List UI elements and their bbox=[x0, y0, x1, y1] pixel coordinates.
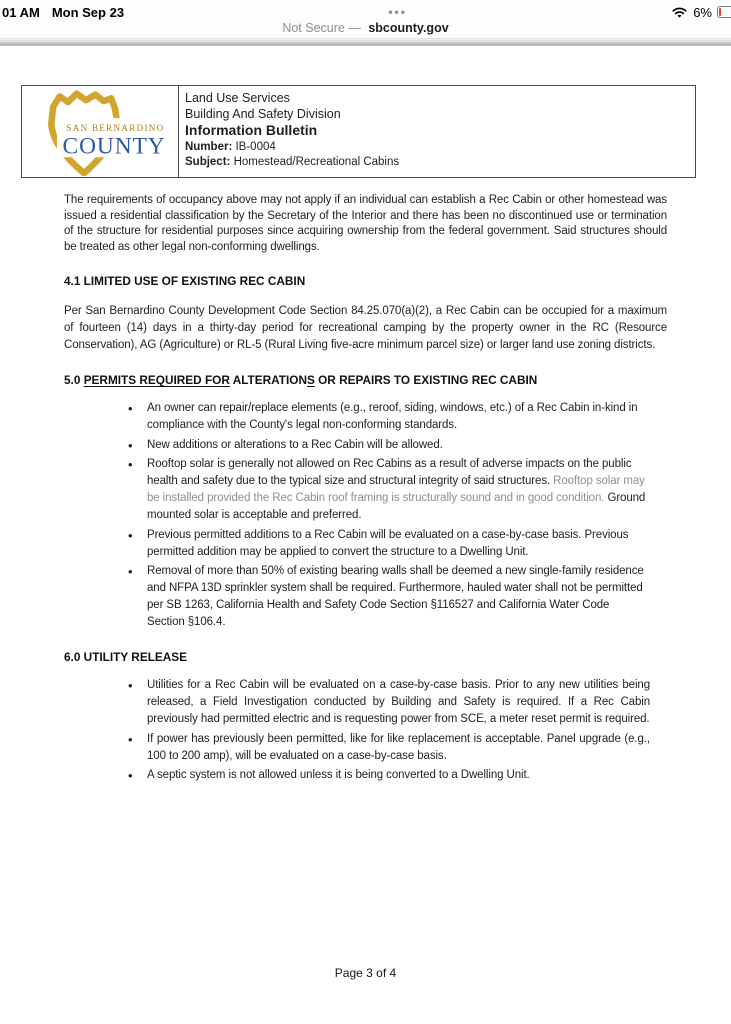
status-left bbox=[2, 5, 124, 20]
status-date: Mon Sep 23 bbox=[51, 4, 125, 20]
number-label: Number: bbox=[185, 140, 233, 153]
address-bar[interactable] bbox=[0, 21, 731, 38]
header-division: Building And Safety Division bbox=[185, 106, 341, 121]
url-domain: sbcounty.gov bbox=[368, 21, 449, 35]
rooftop-solar-gray-text: Rooftop solar may be installed provided the Rec Cabin roof framing is structurally sound and in good condition. bbox=[147, 475, 645, 504]
tab-dots-button[interactable]: ••• bbox=[388, 5, 407, 19]
list-item: • A septic system is not allowed unless it is being converted to a Dwelling Unit. bbox=[126, 767, 650, 784]
heading-5-0-underlined: PERMITS REQUIRED FOR bbox=[83, 373, 230, 387]
list-item bbox=[126, 456, 650, 524]
list-item: • If power has previously been permitted, like for like replacement is acceptable. Panel upgrade (e.g., 100 to 200 amp), will be evaluated on a case-by-case basis. bbox=[126, 731, 650, 765]
subject-label: Subject: bbox=[185, 156, 231, 168]
not-secure-label: Not Secure — bbox=[282, 21, 361, 35]
page-number: Page 3 of 4 bbox=[334, 966, 397, 980]
battery-percent: 6% bbox=[693, 4, 712, 20]
battery-icon bbox=[717, 6, 731, 18]
document-body bbox=[64, 193, 667, 784]
section-5-0-list bbox=[64, 400, 667, 631]
list-item: • New additions or alterations to a Rec Cabin will be allowed. bbox=[126, 437, 650, 454]
section-heading-4-1: 4.1 LIMITED USE OF EXISTING REC CABIN bbox=[64, 274, 306, 288]
status-bar bbox=[0, 0, 731, 21]
section-heading-6-0: 6.0 UTILITY RELEASE bbox=[64, 650, 188, 664]
rooftop-solar-text: Rooftop solar is generally not allowed on Rec Cabins as a result of adverse impacts on the public health and safety due to the typical size and structural integrity of said structures. bbox=[147, 458, 632, 487]
list-item: • Previous permitted additions to a Rec Cabin will be evaluated on a case-by-case basis. Previous permitted addition may be applied to convert the structure to a Dwelling Unit. bbox=[126, 527, 650, 561]
toolbar-divider bbox=[0, 38, 731, 46]
section-6-0-list bbox=[64, 677, 667, 784]
ground-solar-text: Ground mounted solar is acceptable and preferred. bbox=[147, 492, 646, 521]
county-arrowhead-icon bbox=[25, 88, 175, 176]
bulletin-header-box bbox=[21, 85, 696, 178]
logo-text-line2: COUNTY bbox=[62, 133, 166, 160]
header-subject-row bbox=[185, 155, 399, 171]
subject-value: Homestead/Recreational Cabins bbox=[233, 156, 400, 168]
heading-5-0-num: 5.0 bbox=[64, 373, 84, 387]
header-dept: Land Use Services bbox=[185, 91, 290, 105]
list-item: • Removal of more than 50% of existing bearing walls shall be deemed a new single-family residence and NFPA 13D sprinkler system shall be required. Furthermore, hauled water shall not be permitted per SB 1263, California Health and Safety Code Section §116527 and California Water Code Section §106.4. bbox=[126, 563, 650, 631]
status-right bbox=[671, 5, 731, 20]
heading-5-0-rest: OR REPAIRS TO EXISTING REC CABIN bbox=[314, 373, 538, 387]
list-item: • Utilities for a Rec Cabin will be evaluated on a case-by-case basis. Prior to any new utilities being released, a Field Investigation conducted by Building and Safety is required. If a Rec Cabin previously had permitted electric and is requesting power from SCE, a meter reset permit is required. bbox=[126, 677, 650, 728]
heading-5-0-mid: ALTERATION bbox=[229, 373, 307, 387]
header-number-row bbox=[185, 140, 399, 156]
section-heading-5-0 bbox=[64, 373, 667, 387]
section-4-1-paragraph: Per San Bernardino County Development Code Section 84.25.070(a)(2), a Rec Cabin can be occupied for a maximum of fourteen (14) days in a thirty-day period for recreational camping by the property owner in the RC (Resource Conservation), AG (Agriculture) or RL-5 (Rural Living five-acre minimum parcel size) or larger land use zoning districts. bbox=[64, 305, 667, 351]
number-value: IB-0004 bbox=[235, 140, 276, 153]
heading-5-0-underlined-s: S bbox=[306, 373, 315, 387]
header-bulletin-title: Information Bulletin bbox=[185, 122, 318, 138]
status-time: 01 AM bbox=[2, 4, 40, 20]
logo-text-line1: SAN BERNARDINO bbox=[66, 123, 165, 134]
bulletin-header-info bbox=[179, 86, 399, 177]
pdf-page bbox=[0, 46, 731, 980]
list-item: • An owner can repair/replace elements (e.g., reroof, siding, windows, etc.) of a Rec Cabin in-kind in compliance with the County's legal non-conforming standards. bbox=[126, 400, 650, 434]
county-logo bbox=[22, 86, 179, 177]
wifi-icon bbox=[671, 6, 688, 19]
intro-paragraph: The requirements of occupancy above may not apply if an individual can establish a Rec Cabin or other homestead was issued a residential classification by the Secretary of the Interior and there has been no discontinued use or termination of the structure for residential purposes since acquiring ownership from the federal government. Said structures should be treated as other legal non-conforming dwellings. bbox=[64, 194, 667, 253]
